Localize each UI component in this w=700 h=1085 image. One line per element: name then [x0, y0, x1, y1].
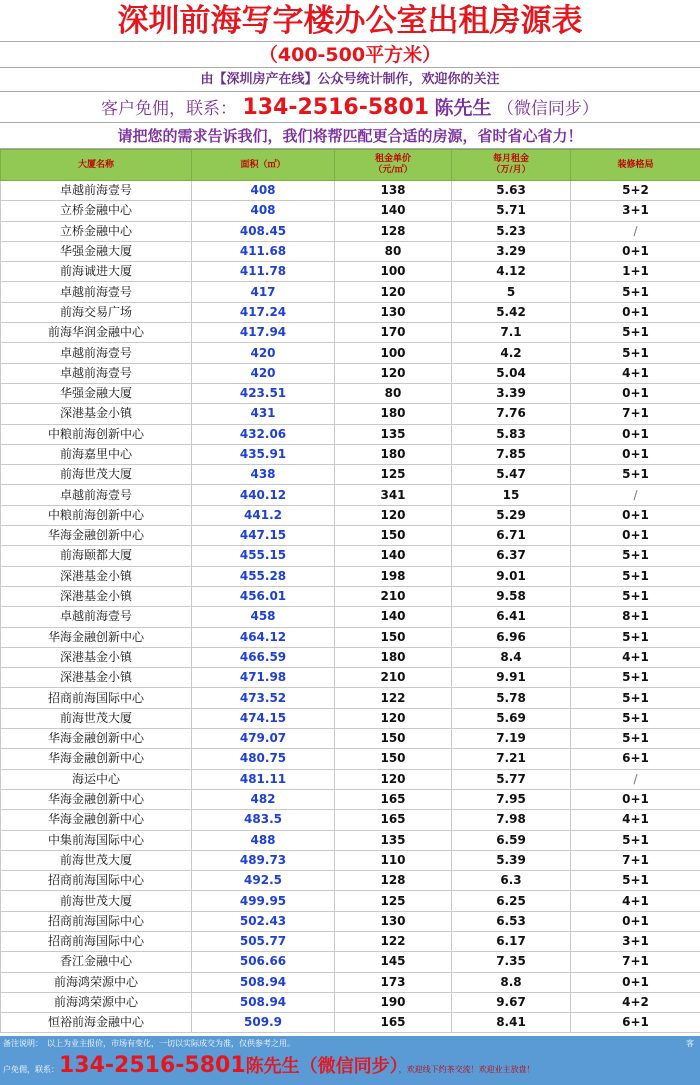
cell-monthly-rent: 3.29 [452, 241, 571, 261]
cell-building: 深港基金小镇 [1, 668, 192, 688]
cell-building: 卓越前海壹号 [1, 607, 192, 627]
cell-building: 招商前海国际中心 [1, 911, 192, 931]
footer-note-right: 客 [686, 1039, 694, 1048]
cell-area: 509.9 [192, 1013, 335, 1033]
cell-area: 431 [192, 404, 335, 424]
footer-tail: ，欢迎线下约茶交流！欢迎业主放盘！ [398, 1065, 535, 1074]
cell-unit-price: 210 [335, 586, 452, 606]
cell-building: 深港基金小镇 [1, 566, 192, 586]
cell-building: 立桥金融中心 [1, 221, 192, 241]
cell-layout: 7+1 [571, 952, 700, 972]
cell-layout: 0+1 [571, 972, 700, 992]
cell-building: 招商前海国际中心 [1, 931, 192, 951]
maker-note: 由【深圳房产在线】公众号统计制作，欢迎你的关注 [0, 68, 700, 92]
table-row [1, 221, 700, 241]
cell-building: 恒裕前海金融中心 [1, 1013, 192, 1033]
cell-building: 中集前海国际中心 [1, 830, 192, 850]
cell-unit-price: 180 [335, 404, 452, 424]
cell-area: 423.51 [192, 383, 335, 403]
table-row [1, 343, 700, 363]
cell-monthly-rent: 4.12 [452, 262, 571, 282]
cell-monthly-rent: 5.42 [452, 302, 571, 322]
cell-unit-price: 180 [335, 444, 452, 464]
cell-unit-price: 110 [335, 850, 452, 870]
cell-monthly-rent: 7.98 [452, 810, 571, 830]
cell-unit-price: 130 [335, 911, 452, 931]
cell-monthly-rent: 6.53 [452, 911, 571, 931]
cell-layout: 5+1 [571, 465, 700, 485]
cell-building: 香江金融中心 [1, 952, 192, 972]
cell-building: 深港基金小镇 [1, 647, 192, 667]
cell-unit-price: 100 [335, 343, 452, 363]
cell-monthly-rent: 5.83 [452, 424, 571, 444]
cell-monthly-rent: 3.39 [452, 383, 571, 403]
cell-area: 502.43 [192, 911, 335, 931]
cell-monthly-rent: 5.47 [452, 465, 571, 485]
cell-unit-price: 173 [335, 972, 452, 992]
cell-layout: / [571, 221, 700, 241]
table-row [1, 607, 700, 627]
cell-layout: 5+1 [571, 729, 700, 749]
cell-building: 前海世茂大厦 [1, 465, 192, 485]
cell-unit-price: 140 [335, 546, 452, 566]
table-row [1, 505, 700, 525]
table-row [1, 282, 700, 302]
cell-unit-price: 165 [335, 1013, 452, 1033]
cell-area: 489.73 [192, 850, 335, 870]
cell-area: 482 [192, 789, 335, 809]
cell-unit-price: 165 [335, 810, 452, 830]
cell-layout: 5+1 [571, 830, 700, 850]
cell-layout: 5+1 [571, 668, 700, 688]
footer-name: 陈先生（微信同步） [245, 1056, 399, 1077]
cell-monthly-rent: 5.78 [452, 688, 571, 708]
table-row [1, 769, 700, 789]
cell-building: 前海世茂大厦 [1, 708, 192, 728]
table-row [1, 302, 700, 322]
cell-area: 492.5 [192, 871, 335, 891]
footer-note: 备注说明： 以上为业主报价，市场有变化，一切以实际成交为准，仅供参考之用。 [3, 1039, 295, 1048]
cell-unit-price: 120 [335, 505, 452, 525]
cell-monthly-rent: 9.58 [452, 586, 571, 606]
cell-area: 481.11 [192, 769, 335, 789]
cell-building: 前海嘉里中心 [1, 444, 192, 464]
cell-building: 卓越前海壹号 [1, 181, 192, 201]
cell-building: 华海金融创新中心 [1, 789, 192, 809]
cell-layout: 3+1 [571, 931, 700, 951]
cell-unit-price: 128 [335, 871, 452, 891]
cell-area: 488 [192, 830, 335, 850]
cell-unit-price: 190 [335, 992, 452, 1012]
cell-layout: 8+1 [571, 607, 700, 627]
cell-layout: 5+1 [571, 282, 700, 302]
cell-building: 卓越前海壹号 [1, 485, 192, 505]
cell-area: 441.2 [192, 505, 335, 525]
cell-area: 455.15 [192, 546, 335, 566]
cell-layout: 5+1 [571, 343, 700, 363]
table-row [1, 992, 700, 1012]
cell-layout: 4+1 [571, 891, 700, 911]
cell-monthly-rent: 6.3 [452, 871, 571, 891]
cell-area: 464.12 [192, 627, 335, 647]
cell-monthly-rent: 5.29 [452, 505, 571, 525]
cell-area: 447.15 [192, 526, 335, 546]
table-row [1, 566, 700, 586]
cell-layout: / [571, 485, 700, 505]
cell-area: 440.12 [192, 485, 335, 505]
cell-layout: 0+1 [571, 526, 700, 546]
cell-unit-price: 125 [335, 891, 452, 911]
cell-monthly-rent: 7.95 [452, 789, 571, 809]
cell-unit-price: 150 [335, 627, 452, 647]
cell-layout: 0+1 [571, 789, 700, 809]
table-row [1, 241, 700, 261]
cell-area: 408.45 [192, 221, 335, 241]
cell-area: 479.07 [192, 729, 335, 749]
cell-unit-price: 130 [335, 302, 452, 322]
cell-building: 前海鸿荣源中心 [1, 992, 192, 1012]
cell-building: 华海金融创新中心 [1, 810, 192, 830]
cell-building: 前海世茂大厦 [1, 850, 192, 870]
cell-building: 前海交易广场 [1, 302, 192, 322]
cell-monthly-rent: 6.37 [452, 546, 571, 566]
cell-unit-price: 120 [335, 769, 452, 789]
cell-unit-price: 180 [335, 647, 452, 667]
table-row [1, 383, 700, 403]
cell-building: 卓越前海壹号 [1, 343, 192, 363]
cell-building: 华强金融大厦 [1, 241, 192, 261]
table-row [1, 708, 700, 728]
cell-layout: 6+1 [571, 749, 700, 769]
cell-layout: 7+1 [571, 850, 700, 870]
cell-layout: 5+1 [571, 566, 700, 586]
cell-layout: / [571, 769, 700, 789]
cell-layout: 0+1 [571, 383, 700, 403]
cell-monthly-rent: 9.91 [452, 668, 571, 688]
cell-building: 深港基金小镇 [1, 586, 192, 606]
table-body [1, 181, 700, 1033]
cell-unit-price: 80 [335, 383, 452, 403]
cell-unit-price: 150 [335, 526, 452, 546]
table-row [1, 850, 700, 870]
cell-area: 456.01 [192, 586, 335, 606]
cell-monthly-rent: 5.23 [452, 221, 571, 241]
cell-monthly-rent: 9.01 [452, 566, 571, 586]
page-title: 深圳前海写字楼办公室出租房源表 [0, 0, 700, 42]
cell-layout: 5+1 [571, 586, 700, 606]
cell-building: 前海鸿荣源中心 [1, 972, 192, 992]
cell-area: 499.95 [192, 891, 335, 911]
table-header-row [1, 150, 700, 181]
table-row [1, 668, 700, 688]
contact-prefix: 客户免佣，联系： [101, 99, 238, 119]
cell-area: 505.77 [192, 931, 335, 951]
cell-monthly-rent: 6.96 [452, 627, 571, 647]
cell-area: 408 [192, 201, 335, 221]
cell-monthly-rent: 8.41 [452, 1013, 571, 1033]
cell-building: 招商前海国际中心 [1, 871, 192, 891]
cell-unit-price: 122 [335, 688, 452, 708]
cell-building: 中粮前海创新中心 [1, 424, 192, 444]
cell-layout: 7+1 [571, 404, 700, 424]
cell-monthly-rent: 6.71 [452, 526, 571, 546]
cell-layout: 3+1 [571, 201, 700, 221]
cell-unit-price: 128 [335, 221, 452, 241]
cell-unit-price: 100 [335, 262, 452, 282]
cell-building: 卓越前海壹号 [1, 363, 192, 383]
cell-building: 深港基金小镇 [1, 404, 192, 424]
cell-monthly-rent: 5.71 [452, 201, 571, 221]
table-row [1, 404, 700, 424]
table-row [1, 647, 700, 667]
cell-area: 508.94 [192, 972, 335, 992]
cell-monthly-rent: 7.1 [452, 323, 571, 343]
table-row [1, 444, 700, 464]
table-row [1, 688, 700, 708]
cell-monthly-rent: 5 [452, 282, 571, 302]
cell-layout: 4+1 [571, 810, 700, 830]
cell-unit-price: 145 [335, 952, 452, 972]
cell-monthly-rent: 5.04 [452, 363, 571, 383]
cell-unit-price: 140 [335, 607, 452, 627]
table-row [1, 1013, 700, 1033]
cell-unit-price: 120 [335, 282, 452, 302]
cell-monthly-rent: 9.67 [452, 992, 571, 1012]
table-row [1, 546, 700, 566]
cell-layout: 5+1 [571, 688, 700, 708]
cell-area: 420 [192, 343, 335, 363]
cell-building: 前海世茂大厦 [1, 891, 192, 911]
contact-phone: 134-2516-5801 [242, 95, 430, 120]
cell-building: 立桥金融中心 [1, 201, 192, 221]
cell-unit-price: 80 [335, 241, 452, 261]
table-row [1, 262, 700, 282]
contact-suffix: （微信同步） [496, 99, 599, 119]
contact-name: 陈先生 [434, 97, 492, 119]
cell-building: 华强金融大厦 [1, 383, 192, 403]
cell-unit-price: 122 [335, 931, 452, 951]
cell-monthly-rent: 8.8 [452, 972, 571, 992]
slogan: 请把您的需求告诉我们，我们将帮匹配更合适的房源，省时省心省力！ [0, 123, 700, 149]
table-row [1, 972, 700, 992]
cell-area: 411.68 [192, 241, 335, 261]
table-row [1, 485, 700, 505]
cell-area: 432.06 [192, 424, 335, 444]
cell-area: 473.52 [192, 688, 335, 708]
cell-layout: 0+1 [571, 241, 700, 261]
cell-monthly-rent: 15 [452, 485, 571, 505]
cell-unit-price: 125 [335, 465, 452, 485]
cell-unit-price: 341 [335, 485, 452, 505]
footer-prefix: 户免佣，联系： [3, 1065, 59, 1074]
table-row [1, 931, 700, 951]
page-subtitle: （400-500平方米） [0, 42, 700, 68]
cell-layout: 5+2 [571, 181, 700, 201]
table-row [1, 952, 700, 972]
cell-area: 408 [192, 181, 335, 201]
header-unit-price: 租金单价 （元/㎡） [335, 150, 452, 181]
cell-area: 455.28 [192, 566, 335, 586]
cell-unit-price: 120 [335, 363, 452, 383]
table-row [1, 363, 700, 383]
cell-monthly-rent: 6.17 [452, 931, 571, 951]
cell-layout: 5+1 [571, 627, 700, 647]
table-row [1, 323, 700, 343]
cell-building: 前海诚进大厦 [1, 262, 192, 282]
table-row [1, 871, 700, 891]
header-building: 大厦名称 [1, 150, 192, 181]
cell-monthly-rent: 6.25 [452, 891, 571, 911]
table-row [1, 749, 700, 769]
cell-monthly-rent: 6.59 [452, 830, 571, 850]
cell-unit-price: 135 [335, 830, 452, 850]
cell-monthly-rent: 7.76 [452, 404, 571, 424]
listing-table [0, 149, 700, 1033]
cell-building: 华海金融创新中心 [1, 526, 192, 546]
cell-area: 417 [192, 282, 335, 302]
cell-layout: 0+1 [571, 444, 700, 464]
table-row [1, 526, 700, 546]
table-row [1, 830, 700, 850]
cell-monthly-rent: 6.41 [452, 607, 571, 627]
footer-phone: 134-2516-5801 [59, 1053, 246, 1078]
cell-monthly-rent: 5.39 [452, 850, 571, 870]
cell-unit-price: 140 [335, 201, 452, 221]
cell-layout: 6+1 [571, 1013, 700, 1033]
cell-building: 海运中心 [1, 769, 192, 789]
table-row [1, 181, 700, 201]
cell-layout: 4+1 [571, 647, 700, 667]
cell-unit-price: 135 [335, 424, 452, 444]
cell-monthly-rent: 7.19 [452, 729, 571, 749]
cell-monthly-rent: 5.63 [452, 181, 571, 201]
cell-unit-price: 150 [335, 729, 452, 749]
header-layout: 装修格局 [571, 150, 700, 181]
cell-area: 438 [192, 465, 335, 485]
cell-area: 508.94 [192, 992, 335, 1012]
cell-unit-price: 120 [335, 708, 452, 728]
cell-monthly-rent: 4.2 [452, 343, 571, 363]
cell-building: 前海华润金融中心 [1, 323, 192, 343]
table-row [1, 911, 700, 931]
cell-building: 前海颐都大厦 [1, 546, 192, 566]
cell-unit-price: 170 [335, 323, 452, 343]
table-row [1, 891, 700, 911]
cell-layout: 4+1 [571, 363, 700, 383]
cell-layout: 5+1 [571, 546, 700, 566]
cell-building: 中粮前海创新中心 [1, 505, 192, 525]
cell-unit-price: 138 [335, 181, 452, 201]
cell-area: 417.24 [192, 302, 335, 322]
cell-layout: 0+1 [571, 424, 700, 444]
cell-area: 417.94 [192, 323, 335, 343]
header-monthly-rent: 每月租金 （万/月） [452, 150, 571, 181]
cell-unit-price: 198 [335, 566, 452, 586]
cell-unit-price: 150 [335, 749, 452, 769]
cell-layout: 1+1 [571, 262, 700, 282]
cell-layout: 0+1 [571, 505, 700, 525]
cell-area: 458 [192, 607, 335, 627]
table-row [1, 729, 700, 749]
footer-bar [0, 1036, 700, 1085]
cell-monthly-rent: 8.4 [452, 647, 571, 667]
cell-unit-price: 210 [335, 668, 452, 688]
cell-monthly-rent: 7.35 [452, 952, 571, 972]
cell-building: 卓越前海壹号 [1, 282, 192, 302]
cell-monthly-rent: 7.21 [452, 749, 571, 769]
cell-area: 435.91 [192, 444, 335, 464]
cell-area: 471.98 [192, 668, 335, 688]
table-row [1, 201, 700, 221]
table-row [1, 586, 700, 606]
cell-area: 474.15 [192, 708, 335, 728]
contact-line [0, 92, 700, 123]
cell-area: 483.5 [192, 810, 335, 830]
footer-contact [3, 1052, 535, 1078]
cell-layout: 0+1 [571, 302, 700, 322]
cell-building: 华海金融创新中心 [1, 729, 192, 749]
cell-area: 506.66 [192, 952, 335, 972]
cell-layout: 5+1 [571, 708, 700, 728]
table-row [1, 465, 700, 485]
cell-monthly-rent: 7.85 [452, 444, 571, 464]
cell-monthly-rent: 5.69 [452, 708, 571, 728]
cell-layout: 5+1 [571, 323, 700, 343]
cell-layout: 4+2 [571, 992, 700, 1012]
table-row [1, 810, 700, 830]
table-row [1, 789, 700, 809]
table-row [1, 424, 700, 444]
cell-layout: 0+1 [571, 911, 700, 931]
cell-building: 华海金融创新中心 [1, 749, 192, 769]
cell-area: 411.78 [192, 262, 335, 282]
cell-building: 招商前海国际中心 [1, 688, 192, 708]
cell-building: 华海金融创新中心 [1, 627, 192, 647]
cell-layout: 5+1 [571, 871, 700, 891]
cell-monthly-rent: 5.77 [452, 769, 571, 789]
cell-area: 466.59 [192, 647, 335, 667]
cell-unit-price: 165 [335, 789, 452, 809]
cell-area: 420 [192, 363, 335, 383]
header-area: 面积（㎡） [192, 150, 335, 181]
table-row [1, 627, 700, 647]
cell-area: 480.75 [192, 749, 335, 769]
